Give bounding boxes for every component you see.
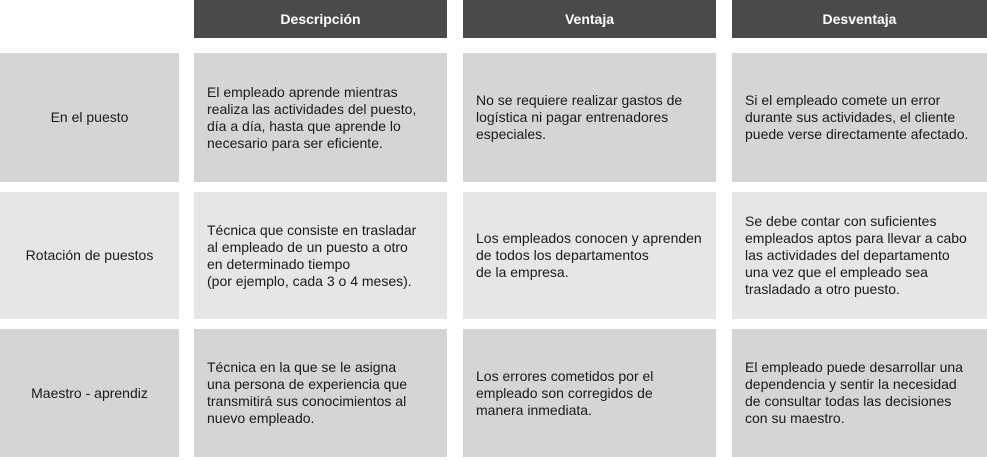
cell-ventaja: Los empleados conocen y aprenden de todos los departamentos de la empresa. [463, 192, 716, 319]
cell-descripcion: El empleado aprende mientras realiza las actividades del puesto, día a día, hasta que aprende lo necesario para ser eficiente. [194, 53, 447, 182]
cell-descripcion: Técnica que consiste en trasladar al empleado de un puesto a otro en determinado tiempo (por ejemplo, cada 3 o 4 meses). [194, 192, 447, 319]
row-label: Maestro - aprendiz [0, 329, 179, 457]
cell-desventaja: Se debe contar con suficientes empleados aptos para llevar a cabo las actividades del departamento una vez que el empleado sea trasladado a otro puesto. [732, 192, 987, 319]
header-descripcion: Descripción [194, 0, 447, 38]
header-desventaja: Desventaja [732, 0, 987, 38]
header-ventaja: Ventaja [463, 0, 716, 38]
cell-descripcion: Técnica en la que se le asigna una persona de experiencia que transmitirá sus conocimientos al nuevo empleado. [194, 329, 447, 457]
cell-desventaja: El empleado puede desarrollar una dependencia y sentir la necesidad de consultar todas las decisiones con su maestro. [732, 329, 987, 457]
cell-ventaja: Los errores cometidos por el empleado son corregidos de manera inmediata. [463, 329, 716, 457]
row-label: En el puesto [0, 53, 179, 182]
cell-ventaja: No se requiere realizar gastos de logística ni pagar entrenadores especiales. [463, 53, 716, 182]
cell-desventaja: Si el empleado comete un error durante sus actividades, el cliente puede verse directamente afectado. [732, 53, 987, 182]
row-label: Rotación de puestos [0, 192, 179, 319]
